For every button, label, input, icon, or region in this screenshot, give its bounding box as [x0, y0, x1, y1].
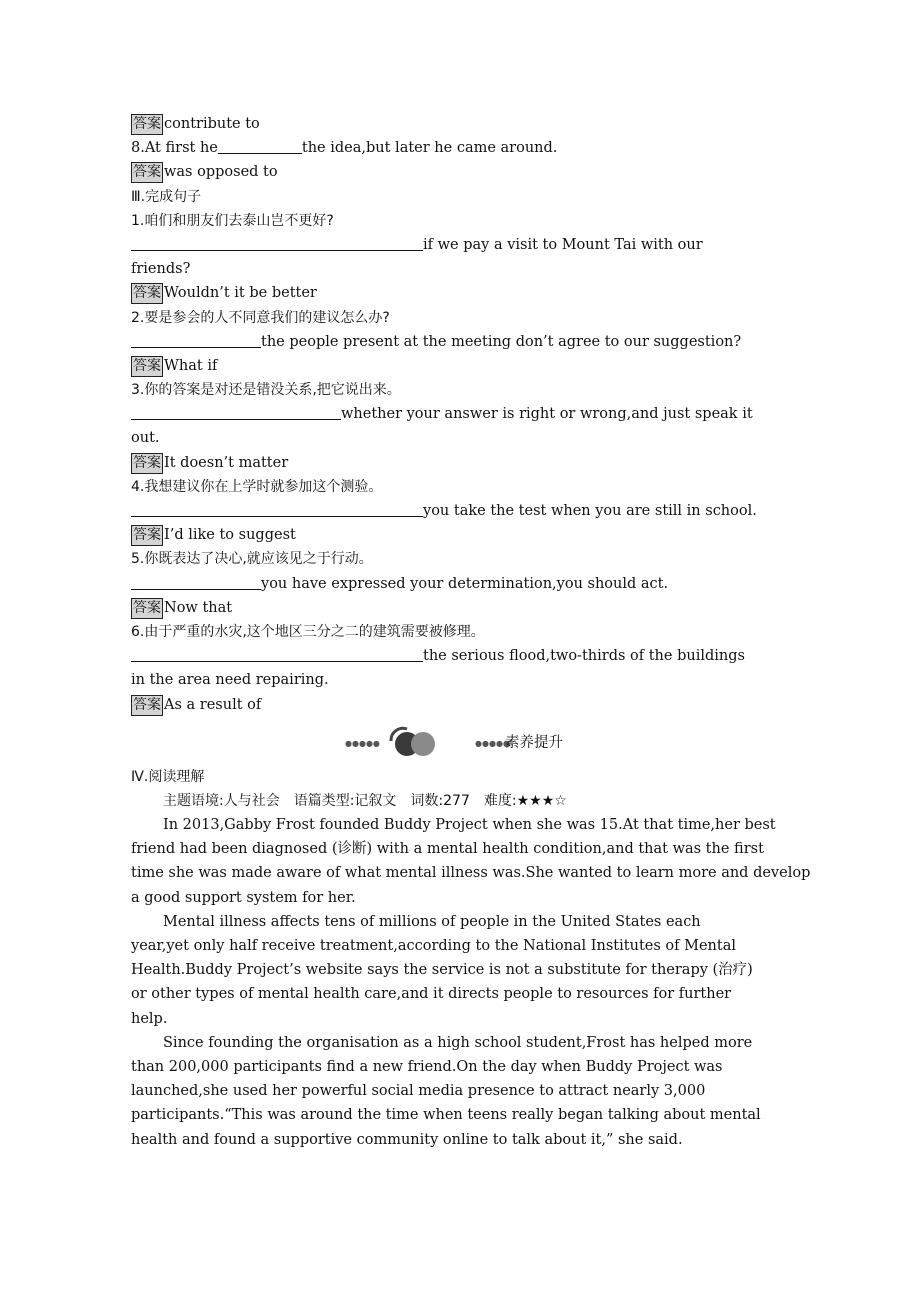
answer-text: It doesn’t matter	[164, 454, 289, 471]
chinese-prompt: 2.要是参会的人不同意我们的建议怎么办?	[131, 309, 390, 326]
answer-blank	[131, 405, 341, 420]
answer-blank	[131, 647, 423, 662]
section-logo-icon	[385, 723, 441, 759]
passage-line: a good support system for her.	[131, 889, 356, 906]
answer-line	[131, 160, 831, 184]
question-line	[131, 233, 831, 257]
answer-line	[131, 281, 831, 305]
answer-badge: 答案	[131, 356, 163, 377]
answer-badge: 答案	[131, 114, 163, 135]
passage-line: health and found a supportive community online to talk about it,” she said.	[131, 1131, 683, 1148]
passage-line: time she was made aware of what mental illness was.She wanted to learn more and develop	[131, 865, 811, 882]
answer-badge: 答案	[131, 695, 163, 716]
answer-badge: 答案	[131, 162, 163, 183]
answer-line	[131, 693, 831, 717]
answer-text: Wouldn’t it be better	[164, 285, 317, 302]
question-text: you take the test when you are still in school.	[423, 503, 757, 519]
chinese-prompt: 5.你既表达了决心,就应该见之于行动。	[131, 551, 373, 568]
answer-blank	[131, 333, 261, 348]
divider-label: 素养提升	[505, 734, 563, 751]
passage-line: friend had been diagnosed (诊断) with a mental health condition,and that was the first	[131, 841, 764, 858]
question-text: the people present at the meeting don’t agree to our suggestion?	[261, 333, 742, 350]
divider-dots: ●●●●●	[475, 738, 510, 748]
question-text: 8.At first he	[131, 140, 218, 157]
question-continuation: friends?	[131, 261, 191, 278]
document-content	[131, 112, 831, 1152]
question-line	[131, 402, 831, 426]
question-continuation: out.	[131, 430, 160, 447]
passage-line: Since founding the organisation as a high school student,Frost has helped more	[163, 1034, 753, 1051]
passage-meta: 主题语境:人与社会 语篇类型:记叙文 词数:277 难度:★★★☆	[163, 792, 567, 809]
answer-text: contribute to	[164, 116, 260, 132]
question-text: whether your answer is right or wrong,and just speak it	[341, 406, 753, 423]
section-title: Ⅳ.阅读理解	[131, 768, 205, 785]
answer-badge: 答案	[131, 598, 163, 619]
question-text: if we pay a visit to Mount Tai with our	[423, 236, 703, 253]
answer-text: What if	[164, 357, 218, 374]
answer-badge: 答案	[131, 525, 163, 546]
divider-dots: ●●●●●	[345, 738, 380, 748]
answer-blank	[131, 575, 261, 590]
passage-line: year,yet only half receive treatment,according to the National Institutes of Mental	[131, 938, 736, 954]
logo-circle-right	[411, 732, 435, 756]
answer-text: Now that	[164, 599, 233, 616]
passage-line: or other types of mental health care,and it directs people to resources for further	[131, 986, 732, 1003]
passage-line: launched,she used her powerful social media presence to attract nearly 3,000	[131, 1083, 706, 1100]
passage-line: than 200,000 participants find a new friend.On the day when Buddy Project was	[131, 1058, 723, 1075]
answer-blank	[218, 139, 302, 154]
answer-text: was opposed to	[164, 164, 278, 181]
answer-line	[131, 451, 831, 475]
passage-line: In 2013,Gabby Frost founded Buddy Project when she was 15.At that time,her best	[163, 817, 776, 834]
answer-badge: 答案	[131, 283, 163, 304]
passage-line: Mental illness affects tens of millions of people in the United States each	[163, 913, 701, 930]
passage-line: help.	[131, 1010, 168, 1027]
question-text: the idea,but later he came around.	[301, 140, 558, 157]
chinese-prompt: 4.我想建议你在上学时就参加这个测验。	[131, 478, 383, 495]
section-divider	[131, 717, 831, 765]
question-line	[131, 330, 831, 354]
answer-text: I’d like to suggest	[164, 527, 296, 544]
answer-line	[131, 523, 831, 547]
question-line	[131, 499, 831, 523]
question-line	[131, 572, 831, 596]
question-continuation: in the area need repairing.	[131, 672, 329, 689]
question-text: you have expressed your determination,you should act.	[261, 575, 669, 592]
answer-line	[131, 596, 831, 620]
answer-line	[131, 354, 831, 378]
chinese-prompt: 3.你的答案是对还是错没关系,把它说出来。	[131, 382, 401, 399]
chinese-prompt: 6.由于严重的水灾,这个地区三分之二的建筑需要被修理。	[131, 623, 485, 640]
passage-line: Health.Buddy Project’s website says the service is not a substitute for therapy (治疗)	[131, 962, 753, 979]
answer-badge: 答案	[131, 453, 163, 474]
answer-blank	[131, 236, 423, 251]
question-line	[131, 136, 831, 160]
question-text: the serious flood,two-thirds of the buildings	[423, 648, 745, 665]
passage-line: participants.“This was around the time when teens really began talking about mental	[131, 1107, 761, 1124]
question-line	[131, 644, 831, 668]
answer-text: As a result of	[164, 696, 262, 713]
section-title: Ⅲ.完成句子	[131, 188, 202, 205]
chinese-prompt: 1.咱们和朋友们去泰山岂不更好?	[131, 212, 334, 229]
answer-blank	[131, 502, 423, 517]
answer-line	[131, 112, 831, 136]
